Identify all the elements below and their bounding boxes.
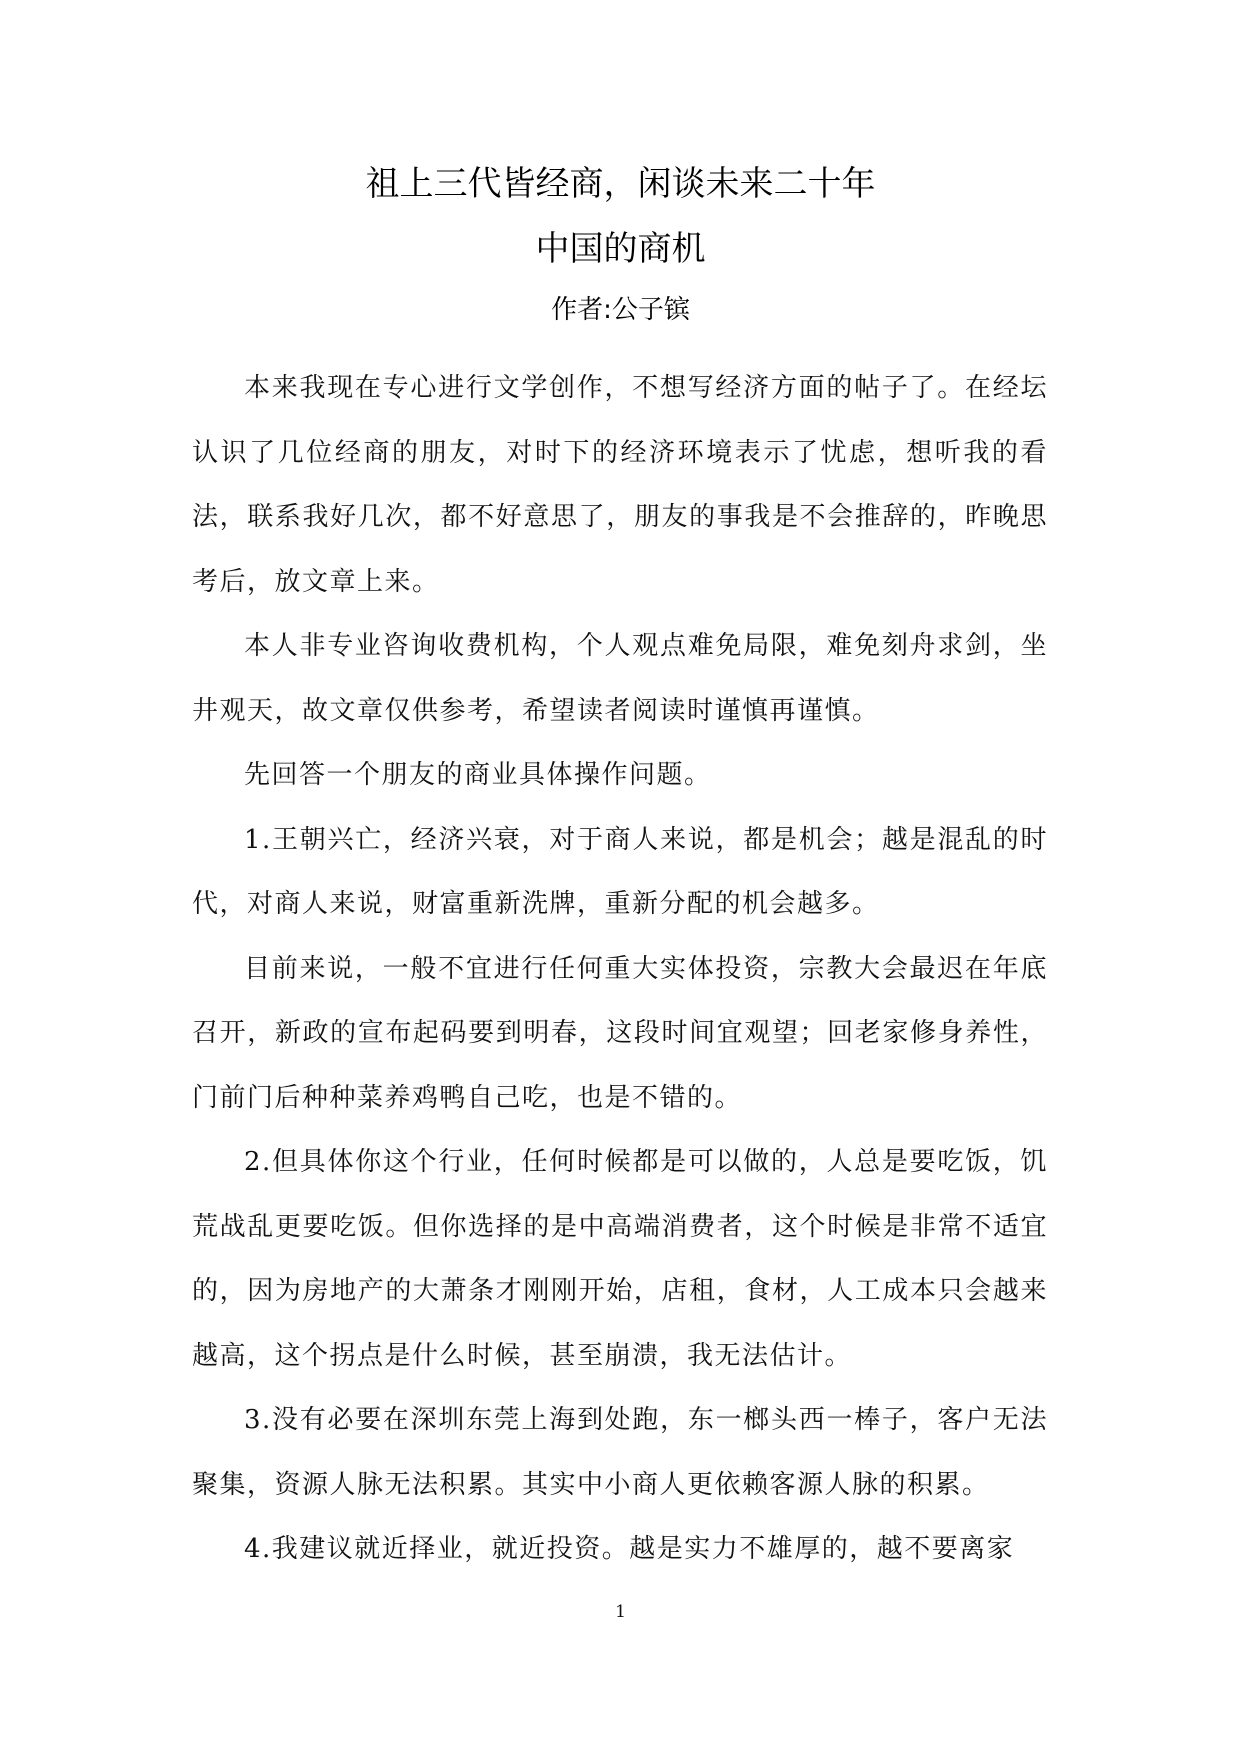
author-byline: 作者:公子镔 bbox=[551, 295, 690, 325]
paragraph: 2.但具体你这个行业，任何时候都是可以做的，人总是要吃饭，饥荒战乱更要吃饭。但你选择的是中高端消费者，这个时候是非常不适宜的，因为房地产的大萧条才刚刚开始，店租，食材，人工成本只会越来越高，这个拐点是什么时候，甚至崩溃，我无法估计。 bbox=[192, 1147, 1048, 1371]
document-title-line-2: 中国的商机 bbox=[535, 229, 706, 269]
document-title-line-1: 祖上三代皆经商，闲谈未来二十年 bbox=[365, 164, 876, 204]
paragraph: 4.我建议就近择业，就近投资。越是实力不雄厚的，越不要离家 bbox=[244, 1534, 1015, 1564]
paragraph: 先回答一个朋友的商业具体操作问题。 bbox=[244, 760, 712, 790]
paragraph: 目前来说，一般不宜进行任何重大实体投资，宗教大会最迟在年底召开，新政的宣布起码要到明春，这段时间宜观望；回老家修身养性，门前门后种种菜养鸡鸭自己吃，也是不错的。 bbox=[192, 953, 1048, 1113]
paragraph: 1.王朝兴亡，经济兴衰，对于商人来说，都是机会；越是混乱的时代，对商人来说，财富重新洗牌，重新分配的机会越多。 bbox=[192, 824, 1048, 919]
paragraph: 本来我现在专心进行文学创作，不想写经济方面的帖子了。在经坛认识了几位经商的朋友，对时下的经济环境表示了忧虑，想听我的看法，联系我好几次，都不好意思了，朋友的事我是不会推辞的，昨晚思考后，放文章上来。 bbox=[192, 373, 1048, 597]
paragraph: 3.没有必要在深圳东莞上海到处跑，东一榔头西一棒子，客户无法聚集，资源人脉无法积累。其实中小商人更依赖客源人脉的积累。 bbox=[192, 1405, 1048, 1500]
paragraph: 本人非专业咨询收费机构，个人观点难免局限，难免刻舟求剑，坐井观天，故文章仅供参考，希望读者阅读时谨慎再谨慎。 bbox=[192, 631, 1048, 726]
article-body bbox=[192, 356, 1048, 1582]
page-number: 1 bbox=[615, 1602, 626, 1622]
